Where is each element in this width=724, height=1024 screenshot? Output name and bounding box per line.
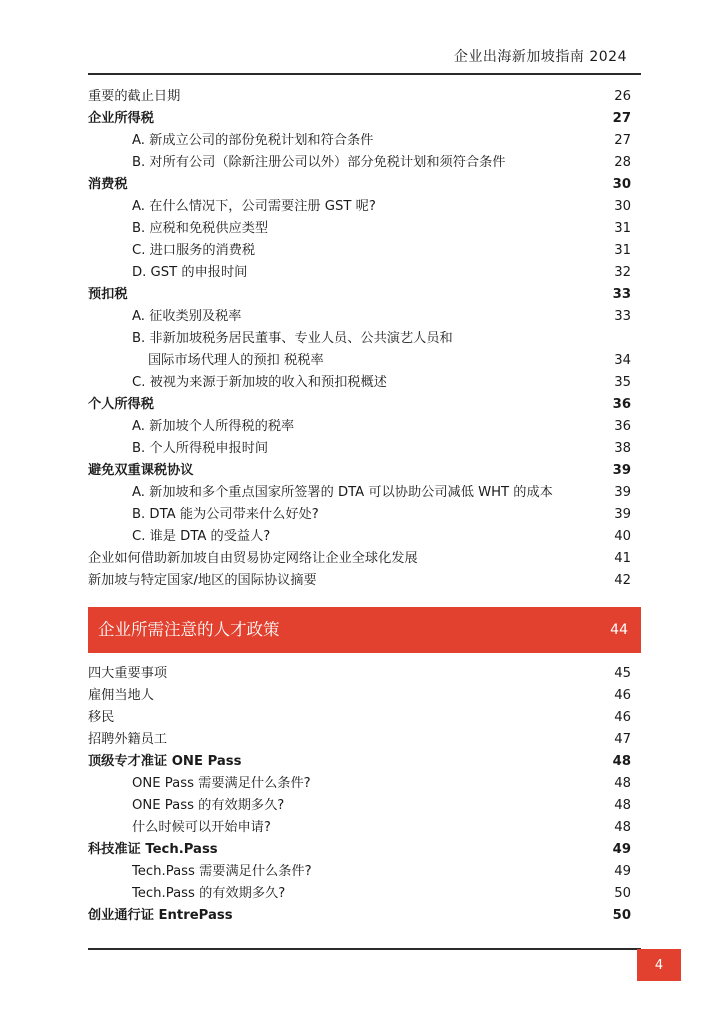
toc-entry[interactable] [88,284,631,306]
toc-entry[interactable] [88,570,631,592]
toc-entry-page: 34 [614,353,631,368]
toc-entry-label: B. 个人所得税申报时间 [132,441,269,456]
toc-entry[interactable] [88,795,631,817]
toc-entry-page: 30 [614,199,631,214]
toc-entry-label: 移民 [88,710,115,725]
toc-entry-page: 50 [614,886,631,901]
toc-entry-label: C. 进口服务的消费税 [132,243,256,258]
toc-entry[interactable] [88,751,631,773]
toc-entry-label: C. 谁是 DTA 的受益人? [132,529,271,544]
toc-entry-label: 避免双重课税协议 [88,463,194,478]
toc-entry-page: 50 [612,908,631,923]
toc-entry[interactable] [88,773,631,795]
toc-entry-page: 28 [614,155,631,170]
toc-entry[interactable] [88,482,631,504]
toc-entry[interactable] [88,372,631,394]
toc-entry[interactable] [88,130,631,152]
toc-entry[interactable] [88,86,631,108]
header-divider [88,73,641,75]
toc-entry-label: ONE Pass 的有效期多久? [132,798,285,813]
toc-entry[interactable] [88,861,631,883]
toc-entry[interactable] [88,685,631,707]
toc-entry-label: 四大重要事项 [88,666,168,681]
toc-entry-page: 47 [614,732,631,747]
toc-entry[interactable] [88,350,631,372]
toc-entry-label: 什么时候可以开始申请? [132,820,271,835]
toc-entry-label: 个人所得税 [88,397,154,412]
toc-entry[interactable] [88,663,631,685]
toc-entry-page: 39 [612,463,631,478]
toc-entry-label: 重要的截止日期 [88,89,181,104]
toc-entry[interactable] [88,152,631,174]
toc-entry-label: 企业所得税 [88,111,154,126]
toc-entry-label: 预扣税 [88,287,128,302]
toc-entry-page: 36 [614,419,631,434]
toc-entry-label: A. 征收类别及税率 [132,309,242,324]
toc-entry[interactable] [88,306,631,328]
toc-entry-page: 27 [612,111,631,126]
toc-entry-label: D. GST 的申报时间 [132,265,248,280]
toc-entry-label: B. 应税和免税供应类型 [132,221,269,236]
toc-entry-page: 38 [614,441,631,456]
toc-entry-page: 49 [614,864,631,879]
toc-entry-label: 招聘外籍员工 [88,732,168,747]
toc-entry-page: 48 [614,776,631,791]
toc-entry[interactable] [88,707,631,729]
page-number-badge [637,949,681,981]
section-page-number: 44 [610,622,628,638]
toc-entry-label: 国际市场代理人的预扣 税税率 [148,353,324,368]
toc-entry-label: 企业如何借助新加坡自由贸易协定网络让企业全球化发展 [88,551,418,566]
toc-entry-page: 26 [614,89,631,104]
toc-entry-page: 41 [614,551,631,566]
toc-entry-label: 消费税 [88,177,128,192]
toc-entry[interactable] [88,905,631,927]
toc-entry-page: 46 [614,688,631,703]
toc-entry-label: A. 新加坡和多个重点国家所签署的 DTA 可以协助公司减低 WHT 的成本 [132,485,553,500]
table-of-contents-tax [88,86,631,592]
toc-entry-label: 顶级专才准证 ONE Pass [88,754,242,769]
toc-entry-label: B. DTA 能为公司带来什么好处? [132,507,319,522]
toc-entry-page: 46 [614,710,631,725]
toc-entry-page: 32 [614,265,631,280]
toc-entry-label: B. 非新加坡税务居民董事、专业人员、公共演艺人员和 [132,331,453,346]
toc-entry[interactable] [88,328,631,350]
toc-entry-label: 创业通行证 EntrePass [88,908,233,923]
toc-entry-page: 27 [614,133,631,148]
section-header-bar[interactable] [88,607,641,653]
toc-entry-page: 30 [612,177,631,192]
toc-entry-label: 科技准证 Tech.Pass [88,842,218,857]
toc-entry[interactable] [88,174,631,196]
toc-entry[interactable] [88,548,631,570]
table-of-contents-talent [88,663,631,927]
page-number: 4 [654,958,664,973]
toc-entry-page: 31 [614,243,631,258]
toc-entry[interactable] [88,218,631,240]
toc-entry-label: Tech.Pass 需要满足什么条件? [132,864,312,879]
toc-entry[interactable] [88,394,631,416]
toc-entry-page: 31 [614,221,631,236]
footer-divider [88,948,641,950]
toc-entry[interactable] [88,817,631,839]
toc-entry-label: ONE Pass 需要满足什么条件? [132,776,311,791]
toc-entry-page: 40 [614,529,631,544]
toc-entry-label: 新加坡与特定国家/地区的国际协议摘要 [88,573,317,588]
toc-entry-label: 雇佣当地人 [88,688,154,703]
toc-entry[interactable] [88,729,631,751]
toc-entry-page: 39 [614,485,631,500]
toc-entry[interactable] [88,839,631,861]
toc-entry-page: 48 [614,798,631,813]
toc-entry-label: A. 新加坡个人所得税的税率 [132,419,295,434]
toc-entry-label: C. 被视为来源于新加坡的收入和预扣税概述 [132,375,387,390]
toc-entry[interactable] [88,240,631,262]
toc-entry[interactable] [88,108,631,130]
toc-entry[interactable] [88,438,631,460]
toc-entry-label: A. 在什么情况下，公司需要注册 GST 呢? [132,199,376,214]
toc-entry-page: 42 [614,573,631,588]
toc-entry-page: 48 [612,754,631,769]
toc-entry[interactable] [88,526,631,548]
toc-entry[interactable] [88,262,631,284]
document-header-title: 企业出海新加坡指南 2024 [453,49,627,65]
toc-entry-label: B. 对所有公司（除新注册公司以外）部分免税计划和须符合条件 [132,155,506,170]
toc-entry-label: A. 新成立公司的部份免税计划和符合条件 [132,133,374,148]
toc-entry-label: Tech.Pass 的有效期多久? [132,886,286,901]
toc-entry[interactable] [88,196,631,218]
toc-entry-page: 36 [612,397,631,412]
toc-entry[interactable] [88,504,631,526]
toc-entry-page: 48 [614,820,631,835]
toc-entry-page: 45 [614,666,631,681]
section-title: 企业所需注意的人才政策 [98,620,280,639]
toc-entry-page: 33 [612,287,631,302]
toc-entry[interactable] [88,416,631,438]
toc-entry-page: 33 [614,309,631,324]
toc-entry-page: 35 [614,375,631,390]
toc-entry[interactable] [88,883,631,905]
toc-entry-page: 39 [614,507,631,522]
toc-entry-page: 49 [612,842,631,857]
toc-entry[interactable] [88,460,631,482]
